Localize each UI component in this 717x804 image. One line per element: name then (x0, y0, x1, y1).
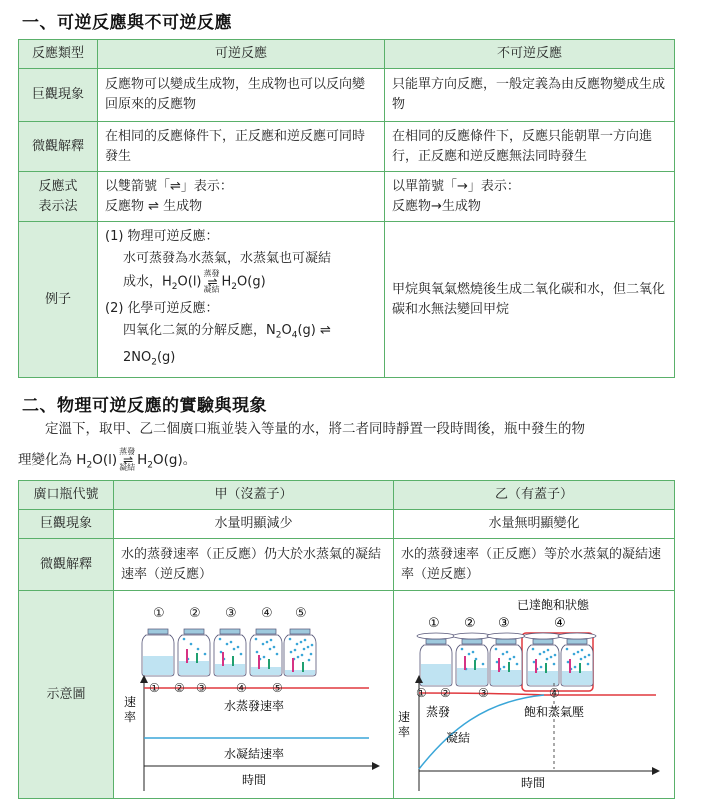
header-reversible: 可逆反應 (98, 40, 385, 69)
axis-y-label-a: 速率 (124, 695, 137, 724)
example-chemical-heading: (2) 化學可逆反應： (105, 301, 219, 317)
irr-notation-a: 以單箭號「→」表示： (392, 178, 520, 194)
cell-a-macro: 水量明顯減少 (114, 510, 394, 539)
cell-rev-micro: 在相同的反應條件下，正反應和逆反應可同時發生 (98, 122, 385, 172)
experiment-table (18, 480, 675, 799)
cond-label-b: 凝結 (446, 731, 471, 745)
row-label-macro-2: 巨觀現象 (19, 510, 114, 539)
step-number: ② (189, 606, 201, 621)
axis-x-label-a: 時間 (242, 773, 267, 787)
section-1-title: 一、可逆反應與不可逆反應 (22, 13, 232, 33)
row-label-micro: 微觀解釋 (19, 122, 98, 172)
rate-marker-b: ④ (549, 686, 560, 700)
example-physical-equation: 成水，$H_2O(l)$蒸發 ⇌ 凝結 $H_2O(g)$ (123, 269, 266, 294)
cell-rev-macro: 反應物可以變成生成物，生成物也可以反向變回原來的反應物 (98, 69, 385, 122)
paragraph-line-1: 定溫下，取甲、乙二個廣口瓶並裝入等量的水，將二者同時靜置一段時間後，瓶中發生的物 (45, 421, 585, 437)
step-number: ③ (225, 606, 237, 621)
rate-marker: ④ (236, 681, 247, 695)
paragraph-line-2: 理變化為 $H_2O(l)$蒸發 ⇌ 凝結 $H_2O(g)$。 (18, 447, 197, 472)
example-chemical-product: $2NO_2(g)$ (123, 349, 176, 368)
cell-rev-example (98, 222, 385, 378)
cell-rev-notation (98, 172, 385, 222)
step-number: ① (153, 606, 165, 621)
rev-notation-b: 反應物 ⇌ 生成物 (105, 198, 203, 214)
rate-marker-b: ② (440, 686, 451, 700)
row-label-diagram: 示意圖 (19, 591, 114, 799)
section-2-title: 二、物理可逆反應的實驗與現象 (22, 396, 267, 416)
diagram-a-cell (114, 591, 394, 799)
step-number-b: ② (464, 616, 476, 631)
irr-notation-b: 反應物→生成物 (392, 198, 481, 214)
rate-marker: ① (149, 681, 160, 695)
notation-label-b: 表示法 (38, 198, 78, 214)
step-number-b: ③ (498, 616, 510, 631)
example-physical-heading: (1) 物理可逆反應： (105, 229, 219, 244)
vapor-pressure-label: 飽和蒸氣壓 (524, 705, 585, 719)
reversible-arrow-icon: 蒸發 ⇌ 凝結 (119, 447, 136, 472)
cond-rate-label: 水凝結速率 (224, 747, 285, 761)
evap-label-b: 蒸發 (426, 705, 451, 719)
example-chemical-text: 四氧化二氮的分解反應，$N_2O_4(g)$ ⇌ (123, 323, 331, 341)
row-label-example: 例子 (19, 222, 98, 378)
header-type: 反應類型 (19, 40, 98, 69)
cell-b-micro: 水的蒸發速率（正反應）等於水蒸氣的凝結速率（逆反應） (394, 539, 675, 591)
step-number-b: ① (428, 616, 440, 631)
row-label-micro-2: 微觀解釋 (19, 539, 114, 591)
reversible-arrow-icon: 蒸發 ⇌ 凝結 (203, 269, 220, 294)
rate-marker: ③ (196, 681, 207, 695)
cell-irr-micro: 在相同的反應條件下，反應只能朝單一方向進行，正反應和逆反應無法同時發生 (385, 122, 675, 172)
evap-rate-label: 水蒸發速率 (224, 699, 285, 713)
axis-y-label-b: 速率 (398, 710, 411, 739)
cell-b-macro: 水量無明顯變化 (394, 510, 675, 539)
rate-marker: ⑤ (272, 681, 283, 695)
step-number-b: ④ (554, 616, 566, 631)
diagram-closed-bottles (394, 591, 675, 791)
cell-irr-macro: 只能單方向反應，一般定義為由反應物變成生成物 (385, 69, 675, 122)
notation-label-a: 反應式 (38, 178, 78, 194)
step-number: ⑤ (295, 606, 307, 621)
experiment-paragraph (18, 414, 698, 482)
reversible-table (18, 39, 675, 378)
saturated-label: 已達飽和狀態 (517, 598, 590, 612)
cell-irr-notation (385, 172, 675, 222)
diagram-b-cell (394, 591, 675, 799)
rate-marker-b: ① (416, 686, 427, 700)
cell-irr-example: 甲烷與氧氣燃燒後生成二氧化碳和水，但二氧化碳和水無法變回甲烷 (385, 222, 675, 378)
row-label-macro: 巨觀現象 (19, 69, 98, 122)
header-bottle: 廣口瓶代號 (19, 481, 114, 510)
rate-marker: ② (174, 681, 185, 695)
diagram-open-bottles (114, 591, 394, 791)
rate-marker-b: ③ (478, 686, 489, 700)
evap-line-b (419, 693, 656, 695)
header-bottle-b: 乙（有蓋子） (394, 481, 675, 510)
row-label-notation (19, 172, 98, 222)
step-number: ④ (261, 606, 273, 621)
header-irreversible: 不可逆反應 (385, 40, 675, 69)
example-physical-text: 水可蒸發為水蒸氣，水蒸氣也可凝結 (123, 251, 332, 266)
header-bottle-a: 甲（沒蓋子） (114, 481, 394, 510)
rev-notation-a: 以雙箭號「⇌」表示： (105, 178, 233, 194)
cell-a-micro: 水的蒸發速率（正反應）仍大於水蒸氣的凝結速率（逆反應） (114, 539, 394, 591)
axis-x-label-b: 時間 (521, 776, 546, 790)
